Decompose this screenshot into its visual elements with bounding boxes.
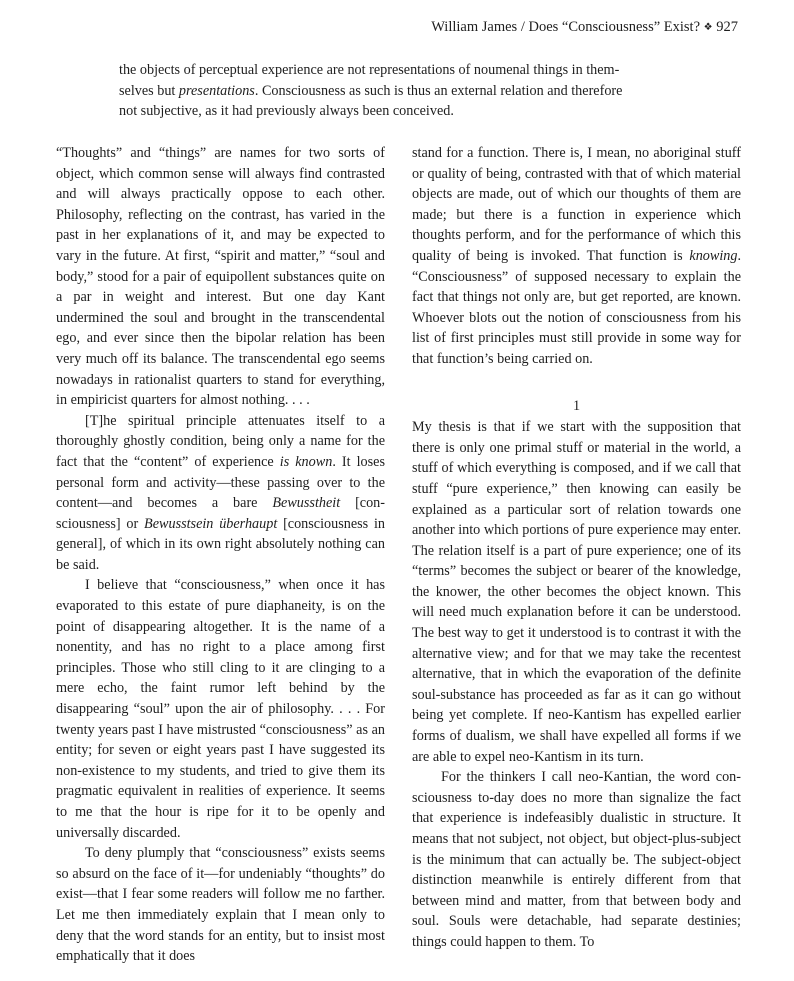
quote-text: . Consciousness as such is thus an external relation and therefore — [254, 82, 623, 99]
quote-text: not subjective, as it had previously always been conceived. — [119, 103, 454, 120]
text-run: . “Consciousness” of supposed necessary to explain the fact that things not only are, but get reported, are known. Whoever blots out the notion of consciousness from his list of first principles must still provide in some way for that function’s being carried on. — [412, 247, 742, 367]
quote-line — [119, 81, 679, 102]
ornament-icon: ❖ — [703, 22, 713, 33]
right-column — [412, 143, 741, 953]
quote-line — [119, 101, 679, 122]
left-column — [56, 143, 385, 967]
text-run: [consciousness] or — [56, 495, 386, 532]
header-separator: / — [520, 19, 525, 35]
emphasis: is known — [279, 453, 333, 470]
block-quote — [119, 60, 679, 122]
paragraph: To deny plumply that “consciousness” exists seems so absurd on the face of it—for undeniably “thoughts” do exist—that I fear some readers will follow me no farther. Let me then immediately explain that I mean only to deny that the word stands for an entity, but to insist most emphatically that it does — [56, 845, 385, 965]
quote-text: selves but — [119, 82, 176, 99]
text-run: . It loses personal form and activity—these passing over to the content—and becomes a bare — [56, 453, 385, 512]
quote-emphasis: presentations — [178, 82, 255, 99]
emphasis: Bewusstsein überhaupt — [144, 515, 278, 532]
page-number: 927 — [716, 19, 738, 35]
paragraph: “Thoughts” and “things” are names for two sorts of object, which common sense will always find contrasted and will always practically oppose to each other. Philosophy, reflecting on the contrast, has varied in the past in her explanations of it, and may be expected to vary in the future. At first, “spirit and matter,” “soul and body,” stood for a pair of equipollent substances quite on a par in weight and interest. But one day Kant undermined the soul and brought in the transcendental ego, and ever since then the bipolar relation has been very much off its balance. The transcendental ego seems nowadays in rationalist quarters to stand for everything, in empiricist quarters for almost nothing. . . . — [56, 145, 385, 409]
emphasis: knowing — [689, 247, 738, 264]
text-run: [consciousness in general], of which in its own right absolutely nothing can be said. — [56, 515, 385, 573]
header-author: William James — [431, 19, 518, 35]
paragraph — [412, 143, 741, 370]
paragraph: I believe that “consciousness,” when once it has evaporated to this estate of pure diaphaneity, is on the point of disappearing altogether. It is the name of a nonentity, and has no right to a place among first principles. Those who still cling to it are clinging to a mere echo, the faint rumor left behind by the disappearing “soul” upon the air of philosophy. . . . For twenty years past I have mistrusted “consciousness” as an entity; for seven or eight years past I have suggested its non-existence to my students, and tried to give them its pragmatic equivalent in realities of experience. It seems to me that the hour is ripe for it to be openly and universally discarded. — [56, 577, 385, 841]
paragraph: For the thinkers I call neo-Kantian, the word consciousness to-day does no more than signalize the fact that experience is indefeasibly dualistic in structure. It means that not subject, not object, but object-plus-subject is the minimum that can actually be. The subject-object distinction meanwhile is entirely different from that between mind and matter, from that between body and soul. Souls were detachable, had separate destinies; things could happen to them. To — [412, 769, 741, 950]
section-number: 1 — [572, 397, 581, 414]
running-head — [431, 18, 738, 37]
quote-text: the objects of perceptual experience are not representations of noumenal things in them- — [119, 62, 620, 78]
header-title: Does “Consciousness” Exist? — [528, 19, 701, 35]
quote-line — [119, 60, 679, 81]
text-run: [T]he spiritual principle attenuates itself to a thoroughly ghostly condition, being only a name for the fact that the “content” of experience — [56, 412, 385, 470]
paragraph — [56, 411, 385, 576]
text-run: stand for a function. There is, I mean, no aboriginal stuff or quality of being, contrasted with that of which material objects are made, out of which our thoughts of them are made; but there is a function in experience which thoughts perform, and for the performance of which this quality of being is invoked. That function is — [412, 145, 741, 264]
emphasis: Bewusstheit — [272, 495, 341, 512]
paragraph: My thesis is that if we start with the supposition that there is only one primal stuff or material in the world, a stuff of which everything is composed, and if we call that stuff “pure experience,” then knowing can easily be explained as a particular sort of relation towards one another into which portions of pure experience may enter. The relation itself is a part of pure experience; one of its “terms” becomes the subject or bearer of the knowledge, the knower, the other becomes the object known. This will need much explanation before it can be understood. The best way to get it understood is to contrast it with the alternative view; and for that we may take the recentest alternative, that in which the evaporation of the definite soul-substance has proceeded as far as it can go without being yet complete. If neo-Kantism has expelled earlier forms of dualism, we shall have expelled all forms if we are able to expel neo-Kantism in its turn. — [412, 419, 741, 765]
